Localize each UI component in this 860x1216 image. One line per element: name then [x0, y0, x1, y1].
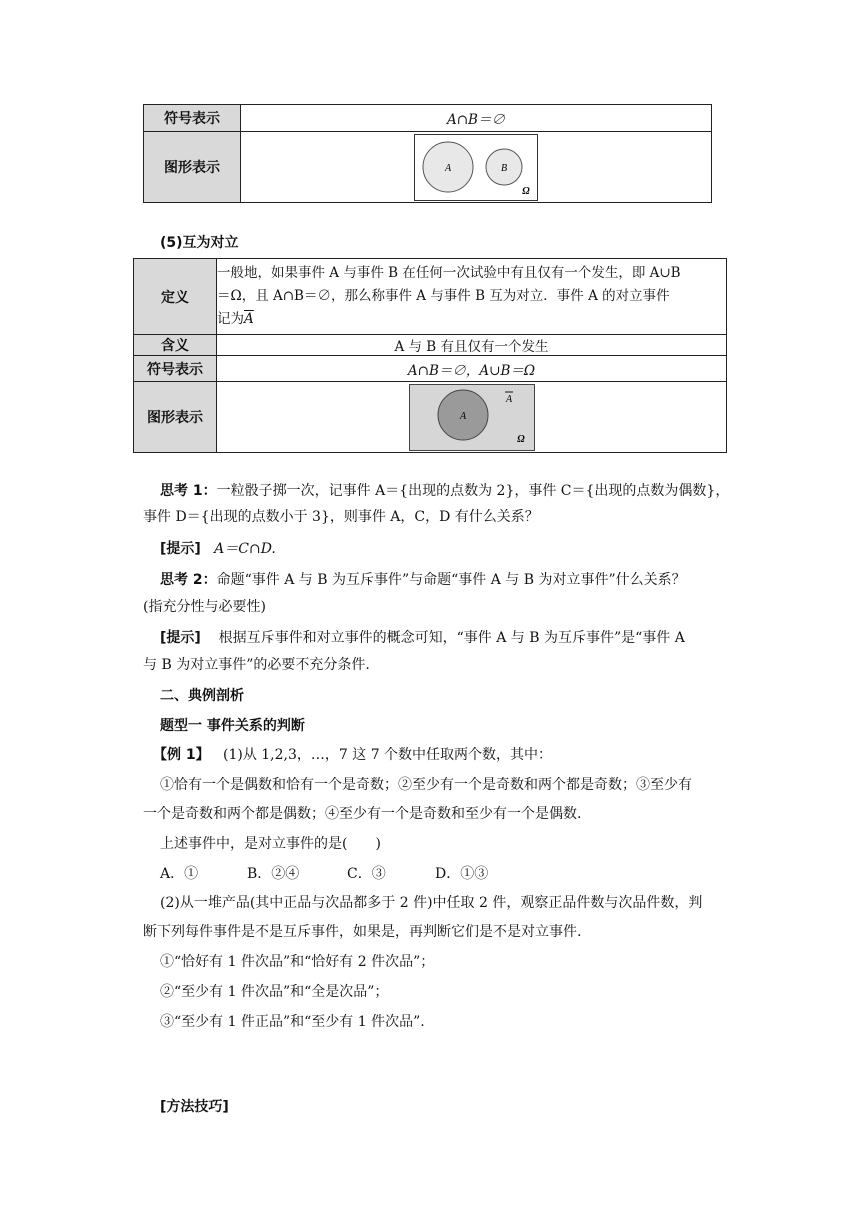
example-1-q2-item-2: ②“至少有 1 件次品”和“全是次品”；	[160, 984, 389, 1000]
section-title-5: (5)互为对立	[160, 235, 239, 251]
a-bar-symbol: $\overline{A}$	[244, 311, 254, 327]
table-disjoint-events	[143, 104, 712, 203]
hint-2-line-1: [提示] 根据互斥事件和对立事件的概念可知，“事件 A 与 B 为互斥事件”是“事件 A	[160, 630, 685, 646]
figure-cell-2	[217, 382, 727, 453]
symbol-header: 符号表示	[144, 105, 241, 132]
think-2-line-1: 思考 2：命题“事件 A 与 B 为互斥事件”与命题“事件 A 与 B 为对立事件”什么关系？	[160, 572, 686, 588]
option-c: C．③	[347, 866, 386, 882]
figure-header: 图形表示	[144, 132, 241, 203]
symbol-value: A∩B＝∅	[241, 105, 712, 132]
meaning-header: 含义	[134, 335, 217, 356]
label-omega-2: Ω	[516, 433, 525, 445]
label-b: B	[500, 162, 508, 174]
definition-header: 定义	[134, 259, 217, 335]
definition-text: 一般地，如果事件 A 与事件 B 在任何一次试验中有且仅有一个发生，即 A∪B ＝Ω，且 A∩B＝∅，那么称事件 A 与事件 B 互为对立．事件 A 的对立事件 记为$\overline{A}$	[217, 259, 727, 335]
think-1-line-1: 思考 1：一粒骰子掷一次，记事件 A＝{出现的点数为 2}，事件 C＝{出现的点数为偶数}，	[160, 483, 730, 499]
symbol-value-2: A∩B＝∅，A∪B＝Ω	[217, 356, 727, 382]
symbol-header-2: 符号表示	[134, 356, 217, 382]
example-1-q1-line-2: 一个是奇数和两个都是偶数；④至少有一个是奇数和至少有一个是偶数.	[143, 806, 582, 822]
example-1-q1-line-1: ①恰有一个是偶数和恰有一个是奇数；②至少有一个是奇数和两个都是奇数；③至少有	[160, 777, 692, 793]
think-1-line-2: 事件 D＝{出现的点数小于 3}，则事件 A，C，D 有什么关系？	[143, 509, 539, 525]
section-2-title: 二、典例剖析	[160, 688, 244, 704]
example-1-intro: 【例 1】 (1)从 1,2,3，…，7 这 7 个数中任取两个数，其中：	[153, 747, 553, 763]
hint-2-line-2: 与 B 为对立事件”的必要不充分条件.	[143, 657, 370, 673]
hint-1: [提示] A＝C∩D.	[160, 541, 276, 557]
figure-header-2: 图形表示	[134, 382, 217, 453]
type-1-title: 题型一 事件关系的判断	[160, 718, 305, 734]
option-d: D．①③	[435, 866, 489, 882]
example-1-q2-line-2: 断下列每件事件是不是互斥事件，如果是，再判断它们是不是对立事件.	[143, 924, 582, 940]
label-omega: Ω	[522, 185, 530, 197]
example-1-q2-item-3: ③“至少有 1 件正品”和“至少有 1 件次品”.	[160, 1014, 425, 1030]
option-b: B．②④	[247, 866, 300, 882]
label-a-bar: A	[505, 393, 512, 405]
label-a-2: A	[459, 410, 466, 422]
table-complementary-events	[133, 258, 727, 453]
example-1-q2-line-1: (2)从一堆产品(其中正品与次品都多于 2 件)中任取 2 件，观察正品件数与次品件数，判	[160, 895, 703, 911]
example-1-q1-prompt: 上述事件中，是对立事件的是( )	[160, 836, 381, 852]
meaning-value: A 与 B 有且仅有一个发生	[217, 335, 727, 356]
figure-cell	[241, 132, 712, 203]
venn-complement	[409, 384, 535, 451]
example-1-q2-item-1: ①“恰好有 1 件次品”和“恰好有 2 件次品”；	[160, 954, 435, 970]
venn-disjoint	[414, 134, 538, 201]
label-a: A	[444, 162, 452, 174]
think-2-line-2: (指充分性与必要性)	[143, 599, 266, 615]
method-title: [方法技巧]	[160, 1099, 229, 1115]
option-a: A．①	[160, 866, 199, 882]
